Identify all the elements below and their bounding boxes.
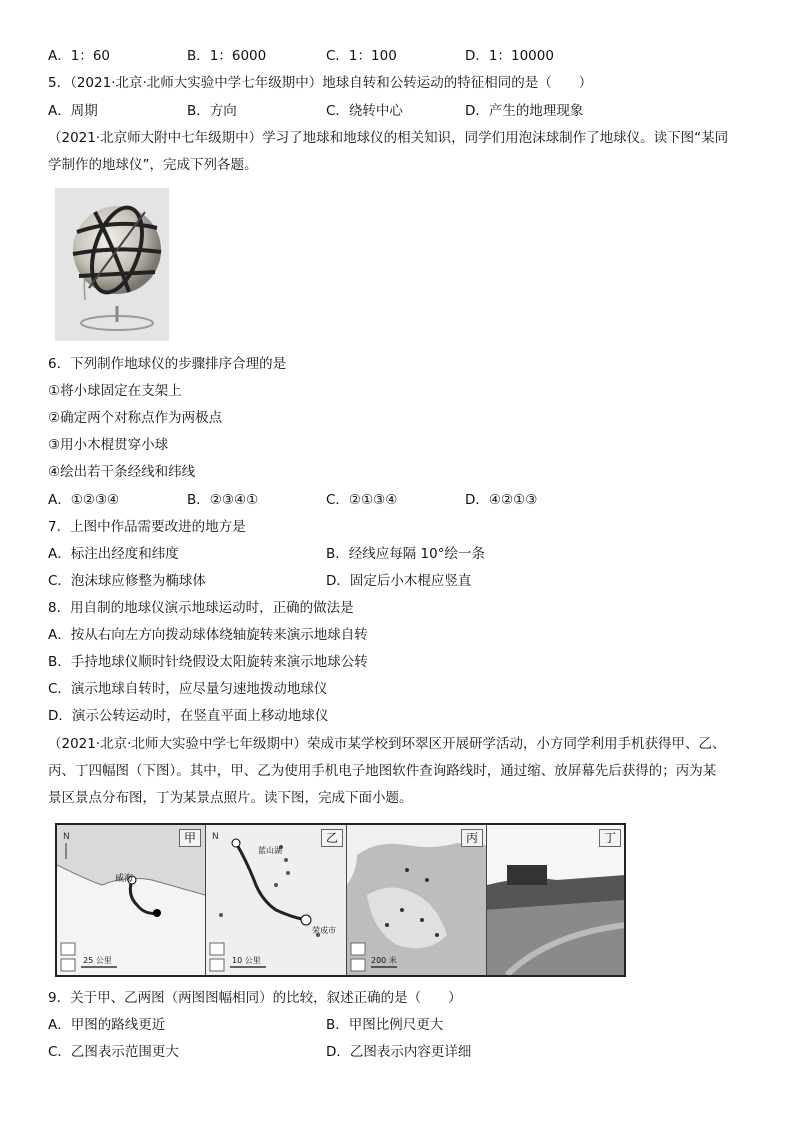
map-strip: [55, 823, 626, 977]
map-yi: [205, 825, 347, 975]
q6-stem: 6．下列制作地球仪的步骤排序合理的是: [48, 356, 287, 372]
q8-stem: 8．用自制的地球仪演示地球运动时，正确的做法是: [48, 600, 354, 616]
q9-option-d: D．乙图表示内容更详细: [326, 1044, 472, 1060]
q6-option-c: C．②①③④: [326, 492, 398, 508]
q6-option-a: A．①②③④: [48, 492, 120, 508]
q5-option-a: A．周期: [48, 103, 98, 119]
q6-option-b: B．②③④①: [187, 492, 259, 508]
svg-text:N: N: [63, 832, 70, 842]
intro2-line1: （2021·北京·北师大实验中学七年级期中）荣成市某学校到环翠区开展研学活动，小方同学利用手机获得甲、乙、: [48, 736, 726, 752]
q4-option-b: B．1：6000: [187, 48, 267, 64]
map-yi-place2: 荣成市: [312, 926, 336, 935]
map-bing-tag: 丙: [461, 829, 483, 847]
intro1-line1: （2021·北京师大附中七年级期中）学习了地球和地球仪的相关知识，同学们用泡沫球制作了地球仪。读下图“某同: [48, 130, 729, 146]
map-jia-scale: 25 公里: [83, 956, 112, 965]
q9-option-a: A．甲图的路线更近: [48, 1017, 166, 1033]
photo-ding: [486, 825, 625, 975]
q6-step-2: ②确定两个对称点作为两极点: [48, 410, 223, 426]
map-yi-tag: 乙: [321, 829, 343, 847]
q7-option-c: C．泡沫球应修整为椭球体: [48, 573, 206, 589]
map-bing-scale: 200 米: [371, 956, 397, 965]
map-bing: [346, 825, 487, 975]
q6-step-1: ①将小球固定在支架上: [48, 383, 182, 399]
photo-ding-tag: 丁: [599, 829, 621, 847]
intro2-line2: 丙、丁四幅图（下图）。其中，甲、乙为使用手机电子地图软件查询路线时，通过缩、放屏幕先后获得的；丙为某: [48, 763, 717, 779]
q8-option-a: A．按从右向左方向拨动球体绕轴旋转来演示地球自转: [48, 627, 368, 643]
globe-photo: [55, 188, 169, 341]
q5-option-d: D．产生的地理现象: [465, 103, 584, 119]
q7-stem: 7．上图中作品需要改进的地方是: [48, 519, 246, 535]
intro2-line3: 景区景点分布图，丁为某景点照片。读下图，完成下面小题。: [48, 790, 413, 806]
q4-option-a: A．1：60: [48, 48, 111, 64]
q8-option-d: D．演示公转运动时，在竖直平面上移动地球仪: [48, 708, 329, 724]
map-yi-place1: 蓝山湖: [258, 846, 282, 855]
q9-stem: 9．关于甲、乙两图（两图图幅相同）的比较，叙述正确的是（ ）: [48, 990, 462, 1006]
q4-option-d: D．1：10000: [465, 48, 554, 64]
q5-option-c: C．绕转中心: [326, 103, 403, 119]
map-yi-scale: 10 公里: [232, 956, 261, 965]
q9-option-b: B．甲图比例尺更大: [326, 1017, 444, 1033]
map-jia: [57, 825, 205, 975]
q8-option-c: C．演示地球自转时，应尽量匀速地拨动地球仪: [48, 681, 328, 697]
q8-option-b: B．手持地球仪顺时针绕假设太阳旋转来演示地球公转: [48, 654, 368, 670]
q4-option-c: C．1：100: [326, 48, 397, 64]
q5-stem: 5．（2021·北京·北师大实验中学七年级期中）地球自转和公转运动的特征相同的是（ ）: [48, 75, 593, 91]
q6-option-d: D．④②①③: [465, 492, 538, 508]
q9-option-c: C．乙图表示范围更大: [48, 1044, 179, 1060]
map-jia-city: 威海: [115, 874, 134, 884]
intro1-line2: 学制作的地球仪”，完成下列各题。: [48, 157, 258, 173]
q7-option-d: D．固定后小木棍应竖直: [326, 573, 472, 589]
svg-text:N: N: [212, 832, 219, 842]
q6-step-4: ④绘出若干条经线和纬线: [48, 464, 196, 480]
q5-option-b: B．方向: [187, 103, 237, 119]
q6-step-3: ③用小木棍贯穿小球: [48, 437, 169, 453]
q7-option-b: B．经线应每隔 10°绘一条: [326, 546, 485, 562]
q7-option-a: A．标注出经度和纬度: [48, 546, 179, 562]
map-jia-tag: 甲: [179, 829, 201, 847]
